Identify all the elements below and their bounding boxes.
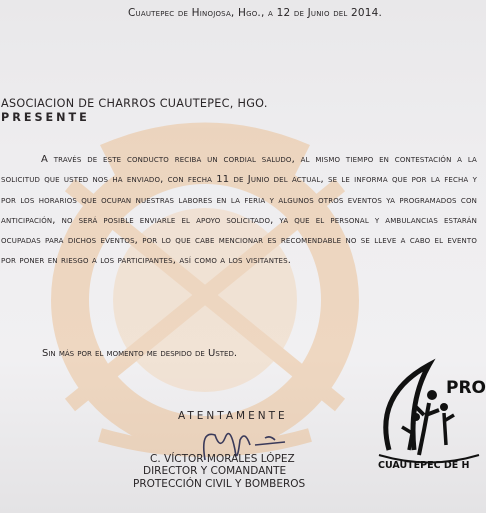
- letter-dateline: Cuautepec de Hinojosa, Hgo., a 12 de Junio del 2014.: [128, 7, 383, 19]
- addressee-salutation: PRESENTE: [1, 111, 90, 124]
- proteccion-civil-logo: [374, 355, 479, 475]
- signatory-department: PROTECCIÓN CIVIL Y BOMBEROS: [133, 478, 306, 490]
- signatory-name: C. VÍCTOR MORALES LÓPEZ: [150, 453, 295, 465]
- addressee-line: ASOCIACION DE CHARROS CUAUTEPEC, HGO.: [1, 97, 268, 110]
- letter-body: [1, 150, 477, 272]
- logo-text-top: PRO: [446, 378, 486, 398]
- valediction: ATENTAMENTE: [178, 410, 288, 422]
- logo-text-bottom: CUAUTEPEC DE H: [378, 460, 470, 471]
- letter-body-text: A través de este conducto reciba un cordial saludo, al mismo tiempo en contestación a la solicitud que usted nos ha enviado, con fecha 11 de Junio del actual, se le informa que por la fecha y por los horarios que ocupan nuestras labores en la feria y algunos otros eventos ya programados con anticipación, no será posible enviarle el apoyo solicitado, ya que el personal y ambulancias estarán ocupadas para dichos eventos, por lo que cabe mencionar es recomendable no se lleve a cabo el evento por poner en riesgo a los participantes, así como a los visitantes.: [1, 154, 477, 267]
- closing-line: Sin más por el momento me despido de Usted.: [42, 348, 238, 359]
- signatory-title: DIRECTOR Y COMANDANTE: [143, 465, 287, 477]
